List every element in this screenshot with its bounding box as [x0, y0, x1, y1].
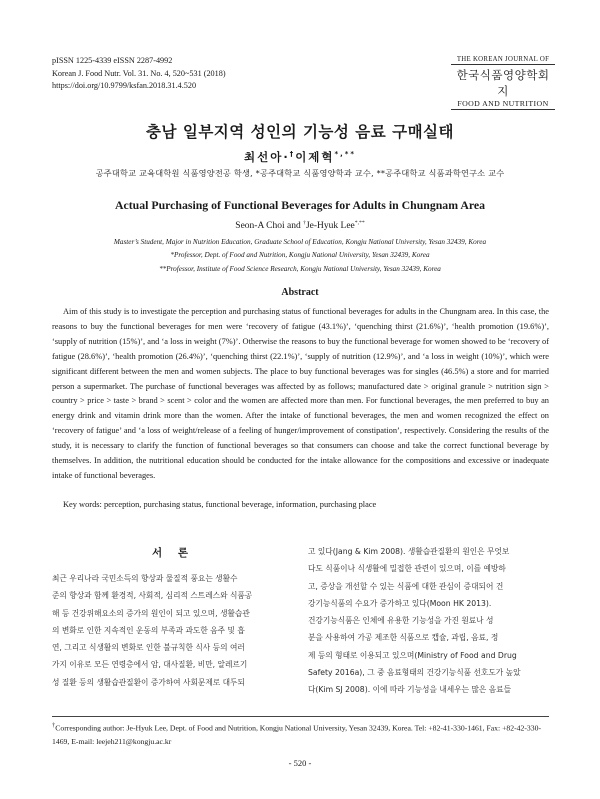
page-number: - 520 - — [288, 758, 312, 768]
footnote-dagger: † — [52, 722, 56, 729]
journal-name-en: THE KOREAN JOURNAL OF — [451, 56, 555, 65]
body-line: Safety 2016a), 그 중 음료형태의 건강기능식품 선호도가 높았 — [308, 668, 521, 678]
author-2-kr: 이제혁 — [295, 150, 335, 164]
authors-korean — [0, 149, 600, 165]
journal-logo — [451, 56, 555, 110]
corresponding-dagger: † — [289, 150, 296, 159]
abstract-heading: Abstract — [281, 287, 319, 298]
issn-line: pISSN 1225-4339 eISSN 2287-4992 — [52, 56, 173, 65]
affiliation-korean: 공주대학교 교육대학원 식품영양전공 학생, *공주대학교 식품영양학과 교수, **공주대학교 식품과학연구소 교수 — [95, 168, 505, 178]
keywords: Key words: perception, purchasing status, functional beverage, information, purchasing place — [63, 500, 377, 509]
author-1-en: Seon-A Choi — [235, 221, 285, 232]
body-line: 최근 우리나라 국민소득의 향상과 물질적 풍요는 생활수 — [52, 574, 238, 583]
affiliation-en-1: Master’s Student, Major in Nutrition Education, Graduate School of Education, Kongju National University, Yesan 32439, Korea — [113, 238, 487, 246]
doi-line[interactable]: https://doi.org/10.9799/ksfan.2018.31.4.520 — [52, 81, 197, 90]
author-2-en: Je-Hyuk Lee — [305, 221, 355, 232]
footnote-divider — [52, 716, 549, 717]
affiliation-en-2: *Professor, Dept. of Food and Nutrition, Kongju National University, Yesan 32439, Korea — [170, 251, 430, 260]
author-2-en-affil-mark: *,** — [354, 220, 365, 226]
body-line: 준의 향상과 함께 환경적, 사회적, 심리적 스트레스와 식품공 — [52, 591, 253, 601]
title-korean: 충남 일부지역 성인의 기능성 음료 구매실태 — [146, 123, 454, 141]
authors-english — [0, 220, 600, 231]
author-separator: · — [283, 150, 290, 164]
journal-name-kr: 한국식품영양학회지 — [456, 68, 550, 98]
abstract-text: Aim of this study is to investigate the perception and purchasing status of functional beverages for adults in the Chungnam area. In this case, the reasons to buy the functional beverages for men were ‘recovery of fatigue (43.1%)’, ‘quenching thirst (21.6%)’, ‘health promotion (19.6%)’, ‘supply of nutrition (15%)’, and ‘a loss in weight (7%)’. Otherwise the reasons to buy the functional beverage for women showed to be ‘recovery of fatigue (28.6%)’, ‘health promotion (26.4%)’, ‘quenching thirst (22.1%)’, ‘supply of nutrition (12.9%)’, and ‘a loss in weight (10%)’, which were significant different between the men and women subjects. The place to buy functional beverages was for singles (46.5%) a store and for married person a supermarket. The purchase of functional beverages was affected by as follows; manufactured date > original granule > nutrition sign > country > price > taste > brand > scent > color and the women are affected more than men. For functional beverages, the men preferred to buy an energy drink and vitamin drink more than the women. After the intake of functional beverages, the men and women recognized the effect on ‘recovery of fatigue’ and ‘a loss of weight/release of a feeling of hunger/improvement of constipation’, respectively. Considering the results of the study, it is necessary to clarify the function of functional beverages so that consumers can choose and take the correct functional beverage by themselves. In addition, the nutritional education should be conducted for the intake allowance for the compositions and excessive or inadequate intake of functional beverages. — [52, 307, 549, 480]
body-line: 강기능식품의 수요가 증가하고 있다(Moon HK 2013). — [308, 598, 492, 608]
body-column-left — [52, 573, 296, 694]
author-and: and — [287, 221, 301, 232]
author-1-kr: 최선아 — [244, 150, 284, 164]
body-line: 연, 그리고 식생활의 변화로 인한 불규칙한 식사 등의 여러 — [52, 643, 245, 653]
body-line: 다(Kim SJ 2008). 이에 따라 기능성을 내세우는 많은 음료들 — [308, 685, 512, 695]
section-heading-introduction: 서 론 — [152, 547, 194, 559]
citation-line: Korean J. Food Nutr. Vol. 31. No. 4, 520~531 (2018) — [52, 68, 226, 78]
affiliations-english — [0, 236, 600, 276]
body-line: 다도 식품이나 식생활에 밀접한 관련이 있으며, 이를 예방하 — [308, 564, 506, 574]
title-english: Actual Purchasing of Functional Beverages for Adults in Chungnam Area — [115, 198, 485, 212]
body-line: 가지 이유로 모든 연령층에서 암, 대사질환, 비만, 알레르기 — [52, 660, 248, 670]
body-line: 성 질환 등의 생활습관질환이 증가하여 사회문제로 대두되 — [52, 677, 245, 687]
corresponding-dagger-en: † — [303, 220, 306, 226]
journal-header-info — [52, 55, 226, 93]
body-line: 건강기능식품은 인체에 유용한 기능성을 가진 원료나 성 — [308, 616, 494, 626]
body-line: 분을 사용하여 가공 제조한 식품으로 캡슐, 과립, 음료, 정 — [308, 633, 499, 643]
body-line: 제 등의 형태로 이용되고 있으며(Ministry of Food and Drug — [308, 650, 517, 660]
body-line: 고 있다(Jang & Kim 2008). 생활습관질환의 원인은 무엇보 — [308, 547, 510, 556]
footnote-text: Corresponding author: Je-Hyuk Lee, Dept. of Food and Nutrition, Kongju National University, Yesan 32439, Korea. Tel: +82-41-330-1461, Fax: +82-42-330-1469, E-mail: leejeh211@kongju.ac.kr — [52, 723, 542, 746]
affiliation-en-3: **Professor, Institute of Food Science Research, Kongju National University, Yesan 32439, Korea — [159, 264, 441, 273]
body-line: 해 등 건강위해요소의 증가의 원인이 되고 있으며, 생활습관 — [52, 608, 250, 618]
corresponding-author-footnote — [52, 719, 552, 748]
author-2-affil-mark: *,** — [334, 150, 356, 159]
body-line: 고, 증상을 개선할 수 있는 식품에 대한 관심이 증대되어 건 — [308, 581, 504, 591]
body-column-right — [308, 546, 552, 702]
body-line: 의 변화로 인한 지속적인 운동의 부족과 과도한 음주 및 흡 — [52, 625, 245, 635]
journal-name-sub: FOOD AND NUTRITION — [451, 99, 555, 110]
